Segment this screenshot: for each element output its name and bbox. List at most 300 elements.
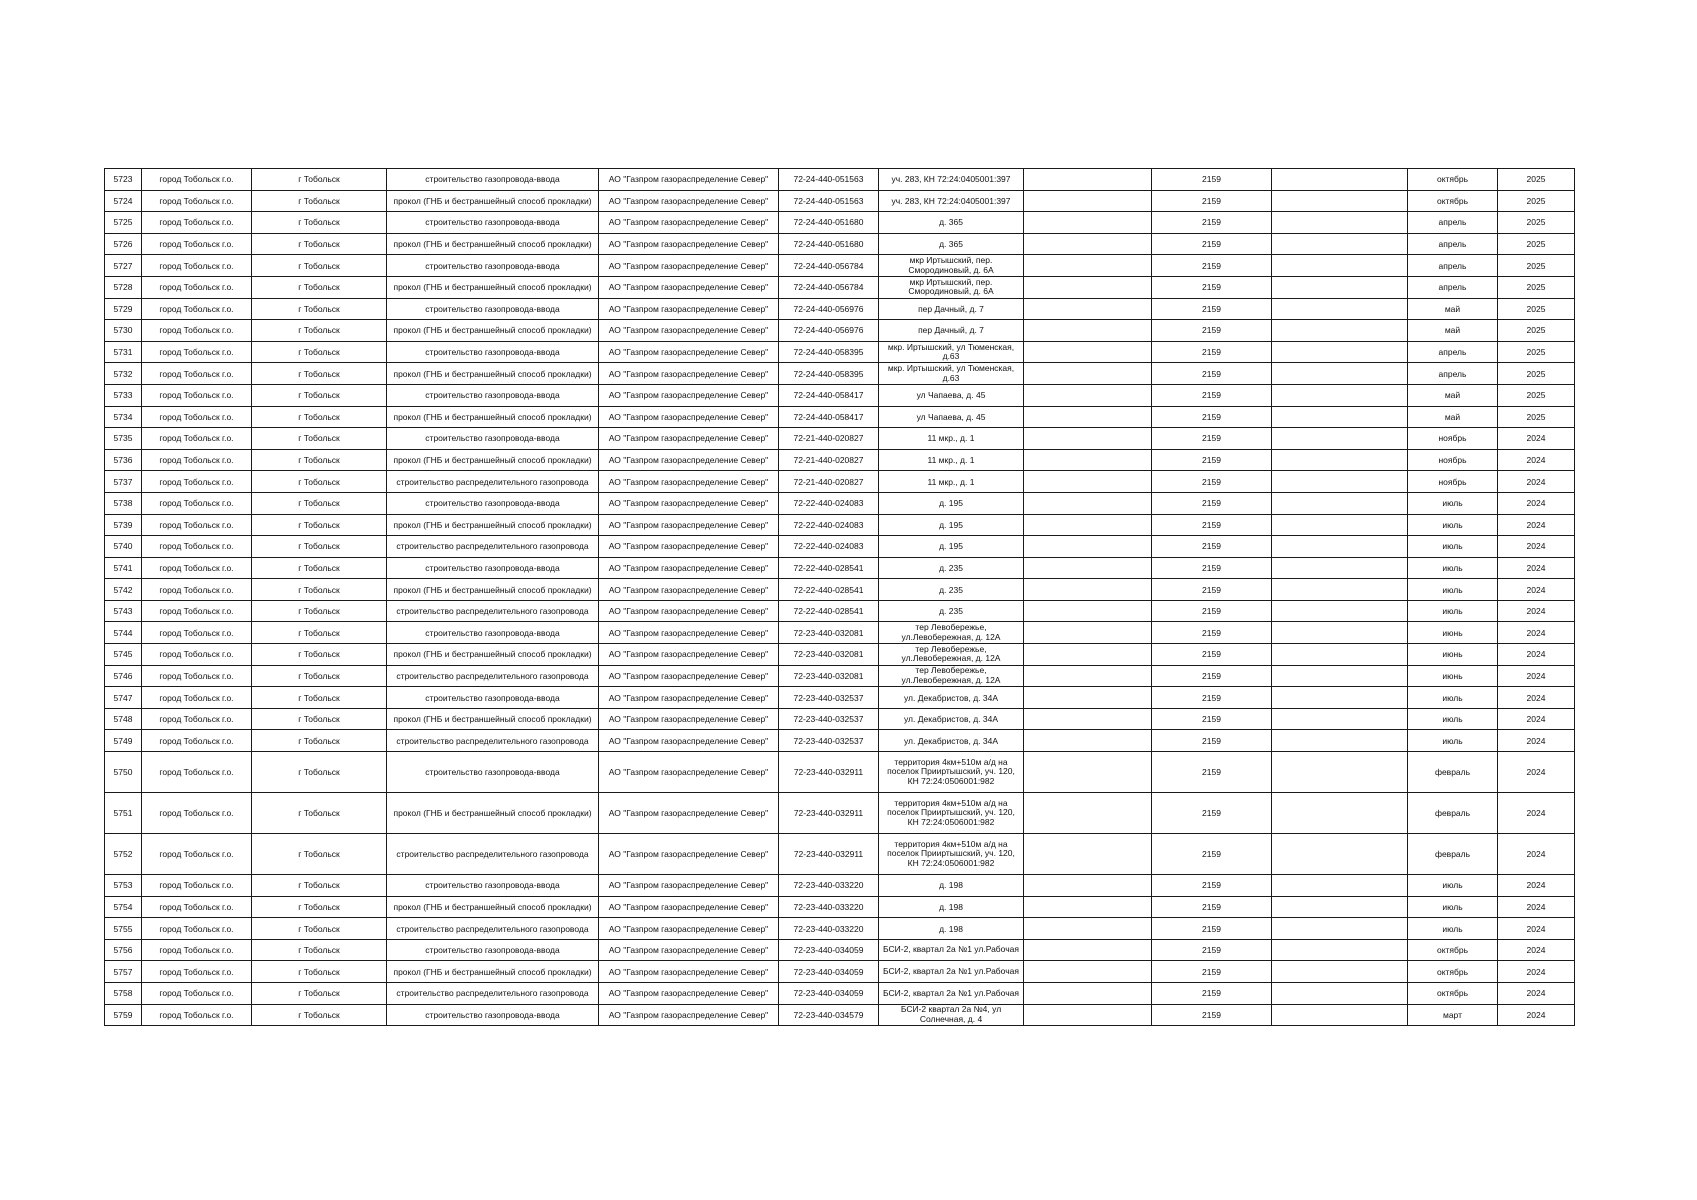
count-cell: 2159: [1152, 406, 1272, 428]
year-cell: 2024: [1498, 875, 1575, 897]
municipality-cell: город Тобольск г.о.: [142, 622, 252, 644]
year-cell: 2025: [1498, 276, 1575, 298]
locality-cell: г Тобольск: [252, 384, 387, 406]
year-cell: 2024: [1498, 428, 1575, 450]
empty-cell: [1272, 276, 1408, 298]
organization-cell: АО "Газпром газораспределение Север": [599, 406, 779, 428]
address-cell: д. 198: [879, 875, 1024, 897]
row-number-cell: 5753: [105, 875, 142, 897]
empty-cell: [1272, 363, 1408, 385]
empty-cell: [1024, 449, 1152, 471]
row-number-cell: 5736: [105, 449, 142, 471]
month-cell: июль: [1408, 492, 1498, 514]
empty-cell: [1024, 1004, 1152, 1026]
table-row: [105, 961, 1575, 983]
empty-cell: [1024, 363, 1152, 385]
empty-cell: [1024, 384, 1152, 406]
locality-cell: г Тобольск: [252, 687, 387, 709]
table-row: [105, 579, 1575, 601]
work-type-cell: строительство газопровода-ввода: [387, 1004, 599, 1026]
object-code-cell: 72-21-440-020827: [779, 449, 879, 471]
address-cell: территория 4км+510м а/д на поселок Прииртышский, уч. 120, КН 72:24:0506001:982: [879, 834, 1024, 875]
empty-cell: [1024, 730, 1152, 752]
organization-cell: АО "Газпром газораспределение Север": [599, 600, 779, 622]
row-number-cell: 5734: [105, 406, 142, 428]
empty-cell: [1272, 730, 1408, 752]
empty-cell: [1024, 939, 1152, 961]
locality-cell: г Тобольск: [252, 834, 387, 875]
empty-cell: [1272, 406, 1408, 428]
municipality-cell: город Тобольск г.о.: [142, 384, 252, 406]
address-cell: БСИ-2, квартал 2а №1 ул.Рабочая: [879, 983, 1024, 1005]
row-number-cell: 5740: [105, 536, 142, 558]
year-cell: 2024: [1498, 665, 1575, 687]
address-cell: д. 235: [879, 557, 1024, 579]
object-code-cell: 72-23-440-034059: [779, 961, 879, 983]
row-number-cell: 5724: [105, 190, 142, 212]
locality-cell: г Тобольск: [252, 449, 387, 471]
count-cell: 2159: [1152, 255, 1272, 277]
object-code-cell: 72-23-440-033220: [779, 875, 879, 897]
address-cell: 11 мкр., д. 1: [879, 428, 1024, 450]
row-number-cell: 5737: [105, 471, 142, 493]
data-table: [104, 168, 1575, 1026]
work-type-cell: строительство газопровода-ввода: [387, 169, 599, 191]
work-type-cell: строительство газопровода-ввода: [387, 492, 599, 514]
table-row: [105, 536, 1575, 558]
month-cell: май: [1408, 384, 1498, 406]
count-cell: 2159: [1152, 298, 1272, 320]
locality-cell: г Тобольск: [252, 896, 387, 918]
municipality-cell: город Тобольск г.о.: [142, 687, 252, 709]
table-row: [105, 708, 1575, 730]
locality-cell: г Тобольск: [252, 298, 387, 320]
table-row: [105, 939, 1575, 961]
count-cell: 2159: [1152, 730, 1272, 752]
month-cell: май: [1408, 320, 1498, 342]
empty-cell: [1024, 793, 1152, 834]
count-cell: 2159: [1152, 939, 1272, 961]
object-code-cell: 72-23-440-032911: [779, 752, 879, 793]
address-cell: тер Левобережье, ул.Левобережная, д. 12А: [879, 644, 1024, 666]
empty-cell: [1272, 449, 1408, 471]
address-cell: тер Левобережье, ул.Левобережная, д. 12А: [879, 665, 1024, 687]
work-type-cell: прокол (ГНБ и бестраншейный способ прокладки): [387, 961, 599, 983]
object-code-cell: 72-24-440-056976: [779, 298, 879, 320]
locality-cell: г Тобольск: [252, 708, 387, 730]
empty-cell: [1024, 298, 1152, 320]
address-cell: мкр. Иртышский, ул Тюменская, д.63: [879, 363, 1024, 385]
table-row: [105, 492, 1575, 514]
empty-cell: [1024, 557, 1152, 579]
empty-cell: [1024, 644, 1152, 666]
locality-cell: г Тобольск: [252, 600, 387, 622]
address-cell: ул Чапаева, д. 45: [879, 384, 1024, 406]
municipality-cell: город Тобольск г.о.: [142, 834, 252, 875]
locality-cell: г Тобольск: [252, 536, 387, 558]
locality-cell: г Тобольск: [252, 255, 387, 277]
count-cell: 2159: [1152, 471, 1272, 493]
table-row: [105, 793, 1575, 834]
row-number-cell: 5755: [105, 918, 142, 940]
row-number-cell: 5731: [105, 341, 142, 363]
locality-cell: г Тобольск: [252, 233, 387, 255]
address-cell: мкр Иртышский, пер. Смородиновый, д. 6А: [879, 255, 1024, 277]
year-cell: 2025: [1498, 406, 1575, 428]
organization-cell: АО "Газпром газораспределение Север": [599, 514, 779, 536]
empty-cell: [1272, 687, 1408, 709]
table-row: [105, 752, 1575, 793]
empty-cell: [1024, 579, 1152, 601]
organization-cell: АО "Газпром газораспределение Север": [599, 557, 779, 579]
month-cell: октябрь: [1408, 961, 1498, 983]
table-row: [105, 834, 1575, 875]
object-code-cell: 72-24-440-058417: [779, 384, 879, 406]
object-code-cell: 72-23-440-032081: [779, 665, 879, 687]
month-cell: июль: [1408, 708, 1498, 730]
object-code-cell: 72-24-440-051563: [779, 190, 879, 212]
work-type-cell: строительство газопровода-ввода: [387, 212, 599, 234]
locality-cell: г Тобольск: [252, 471, 387, 493]
object-code-cell: 72-21-440-020827: [779, 471, 879, 493]
municipality-cell: город Тобольск г.о.: [142, 752, 252, 793]
municipality-cell: город Тобольск г.о.: [142, 492, 252, 514]
year-cell: 2025: [1498, 384, 1575, 406]
month-cell: июль: [1408, 579, 1498, 601]
empty-cell: [1024, 406, 1152, 428]
address-cell: ул. Декабристов, д. 34А: [879, 730, 1024, 752]
organization-cell: АО "Газпром газораспределение Север": [599, 190, 779, 212]
table-row: [105, 983, 1575, 1005]
object-code-cell: 72-22-440-024083: [779, 536, 879, 558]
month-cell: ноябрь: [1408, 449, 1498, 471]
organization-cell: АО "Газпром газораспределение Север": [599, 752, 779, 793]
year-cell: 2024: [1498, 983, 1575, 1005]
count-cell: 2159: [1152, 834, 1272, 875]
empty-cell: [1272, 169, 1408, 191]
count-cell: 2159: [1152, 276, 1272, 298]
year-cell: 2025: [1498, 233, 1575, 255]
month-cell: апрель: [1408, 341, 1498, 363]
count-cell: 2159: [1152, 896, 1272, 918]
work-type-cell: строительство распределительного газопровода: [387, 983, 599, 1005]
empty-cell: [1024, 341, 1152, 363]
empty-cell: [1272, 1004, 1408, 1026]
month-cell: июнь: [1408, 644, 1498, 666]
municipality-cell: город Тобольск г.о.: [142, 536, 252, 558]
count-cell: 2159: [1152, 428, 1272, 450]
work-type-cell: прокол (ГНБ и бестраншейный способ прокладки): [387, 276, 599, 298]
work-type-cell: прокол (ГНБ и бестраншейный способ прокладки): [387, 233, 599, 255]
address-cell: д. 195: [879, 492, 1024, 514]
count-cell: 2159: [1152, 579, 1272, 601]
organization-cell: АО "Газпром газораспределение Север": [599, 536, 779, 558]
empty-cell: [1024, 212, 1152, 234]
month-cell: июль: [1408, 875, 1498, 897]
organization-cell: АО "Газпром газораспределение Север": [599, 834, 779, 875]
address-cell: мкр Иртышский, пер. Смородиновый, д. 6А: [879, 276, 1024, 298]
organization-cell: АО "Газпром газораспределение Север": [599, 255, 779, 277]
locality-cell: г Тобольск: [252, 514, 387, 536]
municipality-cell: город Тобольск г.о.: [142, 1004, 252, 1026]
address-cell: территория 4км+510м а/д на поселок Прииртышский, уч. 120, КН 72:24:0506001:982: [879, 752, 1024, 793]
municipality-cell: город Тобольск г.о.: [142, 406, 252, 428]
year-cell: 2024: [1498, 687, 1575, 709]
work-type-cell: строительство распределительного газопровода: [387, 834, 599, 875]
month-cell: май: [1408, 406, 1498, 428]
count-cell: 2159: [1152, 644, 1272, 666]
year-cell: 2025: [1498, 341, 1575, 363]
object-code-cell: 72-24-440-051563: [779, 169, 879, 191]
locality-cell: г Тобольск: [252, 406, 387, 428]
organization-cell: АО "Газпром газораспределение Север": [599, 875, 779, 897]
locality-cell: г Тобольск: [252, 341, 387, 363]
organization-cell: АО "Газпром газораспределение Север": [599, 492, 779, 514]
table-row: [105, 918, 1575, 940]
row-number-cell: 5726: [105, 233, 142, 255]
organization-cell: АО "Газпром газораспределение Север": [599, 793, 779, 834]
object-code-cell: 72-23-440-032911: [779, 834, 879, 875]
year-cell: 2024: [1498, 834, 1575, 875]
object-code-cell: 72-22-440-024083: [779, 492, 879, 514]
municipality-cell: город Тобольск г.о.: [142, 255, 252, 277]
organization-cell: АО "Газпром газораспределение Север": [599, 449, 779, 471]
month-cell: май: [1408, 298, 1498, 320]
work-type-cell: строительство распределительного газопровода: [387, 471, 599, 493]
year-cell: 2025: [1498, 298, 1575, 320]
object-code-cell: 72-22-440-028541: [779, 600, 879, 622]
row-number-cell: 5749: [105, 730, 142, 752]
empty-cell: [1272, 471, 1408, 493]
month-cell: апрель: [1408, 255, 1498, 277]
work-type-cell: строительство газопровода-ввода: [387, 298, 599, 320]
month-cell: апрель: [1408, 212, 1498, 234]
address-cell: мкр. Иртышский, ул Тюменская, д.63: [879, 341, 1024, 363]
month-cell: июль: [1408, 536, 1498, 558]
empty-cell: [1272, 233, 1408, 255]
row-number-cell: 5752: [105, 834, 142, 875]
address-cell: д. 235: [879, 600, 1024, 622]
object-code-cell: 72-23-440-034579: [779, 1004, 879, 1026]
empty-cell: [1024, 169, 1152, 191]
address-cell: д. 195: [879, 514, 1024, 536]
empty-cell: [1272, 896, 1408, 918]
object-code-cell: 72-23-440-032081: [779, 622, 879, 644]
row-number-cell: 5738: [105, 492, 142, 514]
empty-cell: [1272, 579, 1408, 601]
table-row: [105, 449, 1575, 471]
empty-cell: [1272, 961, 1408, 983]
locality-cell: г Тобольск: [252, 961, 387, 983]
municipality-cell: город Тобольск г.о.: [142, 961, 252, 983]
month-cell: июль: [1408, 896, 1498, 918]
year-cell: 2025: [1498, 212, 1575, 234]
year-cell: 2025: [1498, 169, 1575, 191]
object-code-cell: 72-22-440-028541: [779, 557, 879, 579]
row-number-cell: 5758: [105, 983, 142, 1005]
empty-cell: [1272, 255, 1408, 277]
locality-cell: г Тобольск: [252, 579, 387, 601]
locality-cell: г Тобольск: [252, 190, 387, 212]
empty-cell: [1272, 492, 1408, 514]
count-cell: 2159: [1152, 233, 1272, 255]
empty-cell: [1272, 320, 1408, 342]
table-row: [105, 687, 1575, 709]
address-cell: ул. Декабристов, д. 34А: [879, 687, 1024, 709]
object-code-cell: 72-24-440-051680: [779, 233, 879, 255]
month-cell: февраль: [1408, 834, 1498, 875]
count-cell: 2159: [1152, 687, 1272, 709]
address-cell: ул Чапаева, д. 45: [879, 406, 1024, 428]
municipality-cell: город Тобольск г.о.: [142, 708, 252, 730]
count-cell: 2159: [1152, 212, 1272, 234]
organization-cell: АО "Газпром газораспределение Север": [599, 918, 779, 940]
locality-cell: г Тобольск: [252, 665, 387, 687]
address-cell: д. 365: [879, 212, 1024, 234]
work-type-cell: прокол (ГНБ и бестраншейный способ прокладки): [387, 644, 599, 666]
object-code-cell: 72-23-440-032537: [779, 687, 879, 709]
address-cell: БСИ-2, квартал 2а №1 ул.Рабочая: [879, 939, 1024, 961]
organization-cell: АО "Газпром газораспределение Север": [599, 687, 779, 709]
table-row: [105, 169, 1575, 191]
count-cell: 2159: [1152, 752, 1272, 793]
locality-cell: г Тобольск: [252, 939, 387, 961]
empty-cell: [1272, 918, 1408, 940]
year-cell: 2024: [1498, 896, 1575, 918]
count-cell: 2159: [1152, 341, 1272, 363]
empty-cell: [1024, 708, 1152, 730]
address-cell: 11 мкр., д. 1: [879, 471, 1024, 493]
locality-cell: г Тобольск: [252, 169, 387, 191]
month-cell: октябрь: [1408, 939, 1498, 961]
object-code-cell: 72-24-440-056976: [779, 320, 879, 342]
table-row: [105, 875, 1575, 897]
municipality-cell: город Тобольск г.о.: [142, 449, 252, 471]
organization-cell: АО "Газпром газораспределение Север": [599, 1004, 779, 1026]
row-number-cell: 5747: [105, 687, 142, 709]
organization-cell: АО "Газпром газораспределение Север": [599, 276, 779, 298]
month-cell: октябрь: [1408, 983, 1498, 1005]
locality-cell: г Тобольск: [252, 730, 387, 752]
count-cell: 2159: [1152, 875, 1272, 897]
empty-cell: [1272, 384, 1408, 406]
count-cell: 2159: [1152, 514, 1272, 536]
municipality-cell: город Тобольск г.о.: [142, 233, 252, 255]
count-cell: 2159: [1152, 983, 1272, 1005]
address-cell: территория 4км+510м а/д на поселок Прииртышский, уч. 120, КН 72:24:0506001:982: [879, 793, 1024, 834]
organization-cell: АО "Газпром газораспределение Север": [599, 341, 779, 363]
work-type-cell: строительство газопровода-ввода: [387, 341, 599, 363]
empty-cell: [1272, 557, 1408, 579]
municipality-cell: город Тобольск г.о.: [142, 600, 252, 622]
work-type-cell: строительство газопровода-ввода: [387, 255, 599, 277]
empty-cell: [1024, 665, 1152, 687]
object-code-cell: 72-23-440-033220: [779, 896, 879, 918]
empty-cell: [1024, 492, 1152, 514]
empty-cell: [1024, 622, 1152, 644]
count-cell: 2159: [1152, 1004, 1272, 1026]
month-cell: апрель: [1408, 363, 1498, 385]
table-row: [105, 384, 1575, 406]
empty-cell: [1272, 341, 1408, 363]
locality-cell: г Тобольск: [252, 363, 387, 385]
object-code-cell: 72-23-440-034059: [779, 939, 879, 961]
month-cell: апрель: [1408, 233, 1498, 255]
locality-cell: г Тобольск: [252, 918, 387, 940]
count-cell: 2159: [1152, 961, 1272, 983]
empty-cell: [1024, 961, 1152, 983]
address-cell: д. 235: [879, 579, 1024, 601]
year-cell: 2025: [1498, 363, 1575, 385]
row-number-cell: 5746: [105, 665, 142, 687]
count-cell: 2159: [1152, 600, 1272, 622]
empty-cell: [1024, 471, 1152, 493]
month-cell: июль: [1408, 918, 1498, 940]
month-cell: июль: [1408, 730, 1498, 752]
organization-cell: АО "Газпром газораспределение Север": [599, 320, 779, 342]
locality-cell: г Тобольск: [252, 1004, 387, 1026]
table-row: [105, 276, 1575, 298]
object-code-cell: 72-23-440-032081: [779, 644, 879, 666]
locality-cell: г Тобольск: [252, 320, 387, 342]
locality-cell: г Тобольск: [252, 644, 387, 666]
organization-cell: АО "Газпром газораспределение Север": [599, 579, 779, 601]
month-cell: март: [1408, 1004, 1498, 1026]
month-cell: февраль: [1408, 793, 1498, 834]
object-code-cell: 72-24-440-058395: [779, 341, 879, 363]
month-cell: июль: [1408, 557, 1498, 579]
count-cell: 2159: [1152, 492, 1272, 514]
address-cell: БСИ-2 квартал 2а №4, ул Солнечная, д. 4: [879, 1004, 1024, 1026]
work-type-cell: строительство газопровода-ввода: [387, 557, 599, 579]
object-code-cell: 72-24-440-056784: [779, 255, 879, 277]
organization-cell: АО "Газпром газораспределение Север": [599, 384, 779, 406]
organization-cell: АО "Газпром газораспределение Север": [599, 169, 779, 191]
year-cell: 2024: [1498, 514, 1575, 536]
row-number-cell: 5728: [105, 276, 142, 298]
municipality-cell: город Тобольск г.о.: [142, 557, 252, 579]
empty-cell: [1272, 514, 1408, 536]
table-row: [105, 514, 1575, 536]
object-code-cell: 72-22-440-028541: [779, 579, 879, 601]
empty-cell: [1272, 212, 1408, 234]
table-row: [105, 896, 1575, 918]
empty-cell: [1272, 752, 1408, 793]
empty-cell: [1272, 939, 1408, 961]
count-cell: 2159: [1152, 169, 1272, 191]
row-number-cell: 5725: [105, 212, 142, 234]
year-cell: 2024: [1498, 579, 1575, 601]
year-cell: 2025: [1498, 190, 1575, 212]
municipality-cell: город Тобольск г.о.: [142, 918, 252, 940]
row-number-cell: 5727: [105, 255, 142, 277]
month-cell: февраль: [1408, 752, 1498, 793]
row-number-cell: 5732: [105, 363, 142, 385]
empty-cell: [1272, 298, 1408, 320]
count-cell: 2159: [1152, 793, 1272, 834]
count-cell: 2159: [1152, 665, 1272, 687]
object-code-cell: 72-23-440-032911: [779, 793, 879, 834]
address-cell: д. 365: [879, 233, 1024, 255]
year-cell: 2024: [1498, 449, 1575, 471]
table-row: [105, 233, 1575, 255]
year-cell: 2024: [1498, 471, 1575, 493]
month-cell: апрель: [1408, 276, 1498, 298]
object-code-cell: 72-24-440-056784: [779, 276, 879, 298]
work-type-cell: строительство газопровода-ввода: [387, 875, 599, 897]
object-code-cell: 72-21-440-020827: [779, 428, 879, 450]
municipality-cell: город Тобольск г.о.: [142, 169, 252, 191]
